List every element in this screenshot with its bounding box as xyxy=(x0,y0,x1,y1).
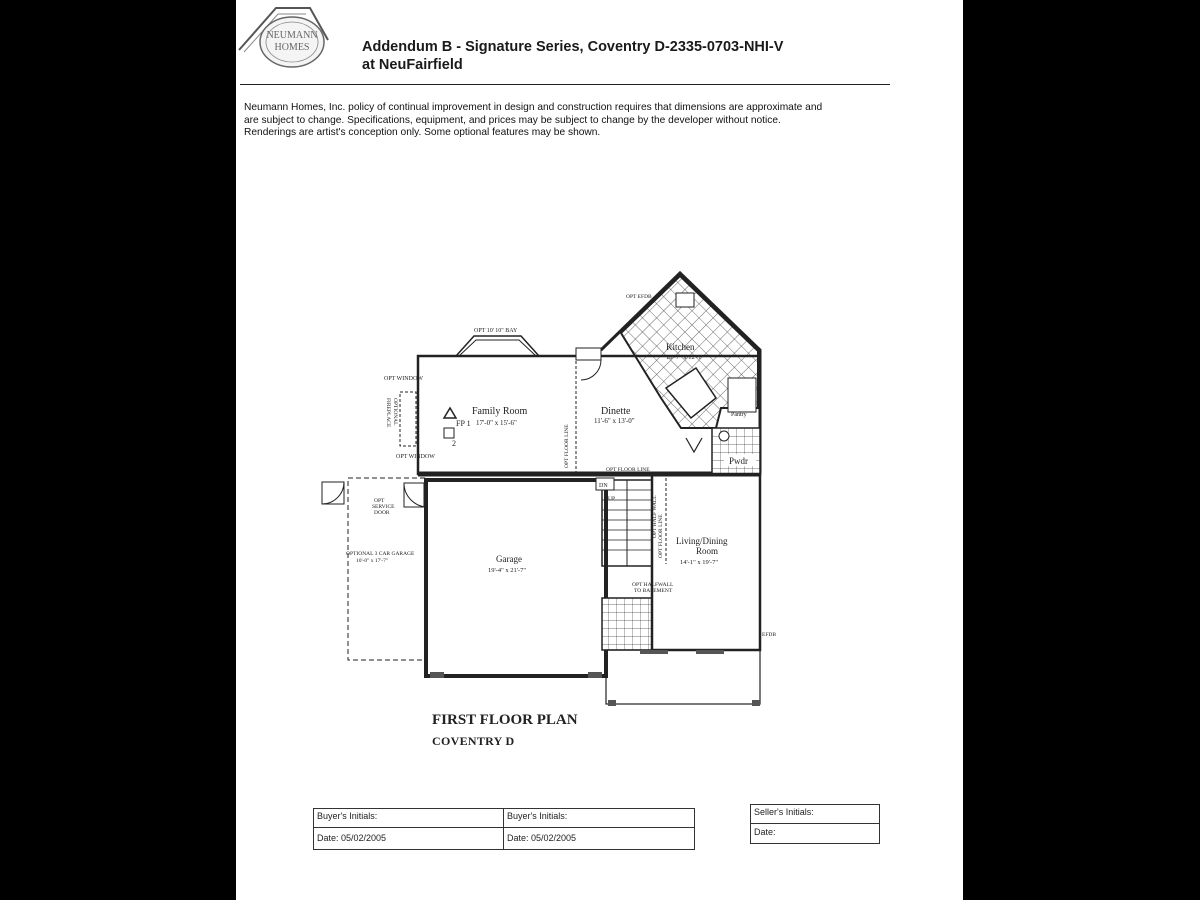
logo-text-line2: HOMES xyxy=(274,42,310,53)
kitchen-dims: 10'-7" x 12'-1" xyxy=(666,354,704,361)
title-line1: Addendum B - Signature Series, Coventry D-2335-0703-NHI-V xyxy=(362,39,784,55)
living-room-dims: 14'-1" x 19'-7" xyxy=(680,559,718,566)
neumann-homes-logo xyxy=(236,0,346,80)
buyer1-initials-label: Buyer's Initials: xyxy=(317,811,378,821)
fireplace-symbol xyxy=(444,408,456,418)
kitchen-name: Kitchen xyxy=(666,342,695,352)
seller-date: Date: xyxy=(754,827,776,837)
optional-garage-dims: 10'-0" x 17'-7" xyxy=(356,558,389,564)
dinette-dims: 11'-6" x 13'-0" xyxy=(594,417,635,425)
optional-garage-label: OPTIONAL 3 CAR GARAGE xyxy=(346,551,415,557)
opt-window-label: OPT WINDOW xyxy=(384,376,423,382)
opt-half-wall-label: OPT HALF WALL xyxy=(652,495,658,538)
opt-service-door-label: OPT xyxy=(374,498,385,504)
family-room-dims: 17'-0" x 15'-6" xyxy=(476,419,517,427)
pantry xyxy=(728,378,756,412)
buyer-initials-box xyxy=(313,808,695,850)
document-title xyxy=(362,38,922,74)
opt-bay-label: OPT 10' 10" BAY xyxy=(474,328,518,334)
plan-subcaption: COVENTRY D xyxy=(432,734,515,748)
kitchen-sink xyxy=(676,293,694,307)
buyer1-date: Date: 05/02/2005 xyxy=(317,833,387,843)
buyer2-date: Date: 05/02/2005 xyxy=(507,833,577,843)
garage-dims: 19'-4" x 21'-7" xyxy=(488,567,526,574)
fp2-label: 2 xyxy=(452,439,456,448)
garage-walls xyxy=(426,480,606,676)
entry-floor xyxy=(602,598,652,650)
opt-service-door-label-3: DOOR xyxy=(374,510,390,516)
seller-initials-box xyxy=(750,804,880,844)
seller-initials-label: Seller's Initials: xyxy=(754,807,814,817)
opt-fireplace-label-2: FIREPLACE xyxy=(385,398,391,428)
opt-efdb-label: EFDB xyxy=(762,632,777,638)
powder-room-name: Pwdr xyxy=(729,456,749,466)
opt-halfwall-label-2: TO BASEMENT xyxy=(634,588,673,594)
garage-name: Garage xyxy=(496,554,522,564)
floor-plan-drawing xyxy=(296,268,836,718)
title-line2: at NeuFairfield xyxy=(362,57,463,73)
logo-text-line1: NEUMANN xyxy=(266,30,318,41)
opt-efdb-top-label: OPT EFDB xyxy=(626,294,652,300)
dn-label: DN xyxy=(599,483,608,489)
opt-halfwall-label: OPT HALFWALL xyxy=(632,582,674,588)
front-porch xyxy=(606,650,760,704)
header-divider xyxy=(240,84,890,85)
opt-floor-line-label-2: OPT FLOOR LINE xyxy=(606,467,650,473)
document-page xyxy=(236,0,963,900)
up-label: UP xyxy=(608,496,616,502)
family-room-name: Family Room xyxy=(472,406,528,417)
pantry-label: Pantry xyxy=(731,412,747,418)
opt-fireplace-label: OPTIONAL xyxy=(392,398,398,426)
living-room-name: Living/Dining xyxy=(676,536,728,546)
opt-floor-line-label-3: OPT FLOOR LINE xyxy=(658,514,664,558)
buyer2-initials-label: Buyer's Initials: xyxy=(507,811,568,821)
opt-service-door-label-2: SERVICE xyxy=(372,504,395,510)
dinette-name: Dinette xyxy=(601,406,631,417)
living-room-name-2: Room xyxy=(696,546,719,556)
opt-floor-line-label: OPT FLOOR LINE xyxy=(564,424,570,468)
fp1-label: FP 1 xyxy=(456,419,471,428)
disclaimer-notice: Neumann Homes, Inc. policy of continual improvement in design and construction requires that dimensions are approximate and are subject to change. Specifications, equipment, and prices may be subject to change by the developer without notice. Renderings are artist's conception only. Some optional features may be shown. xyxy=(244,102,823,138)
plan-caption: FIRST FLOOR PLAN xyxy=(432,712,578,728)
opt-window-label-2: OPT WINDOW xyxy=(396,454,435,460)
